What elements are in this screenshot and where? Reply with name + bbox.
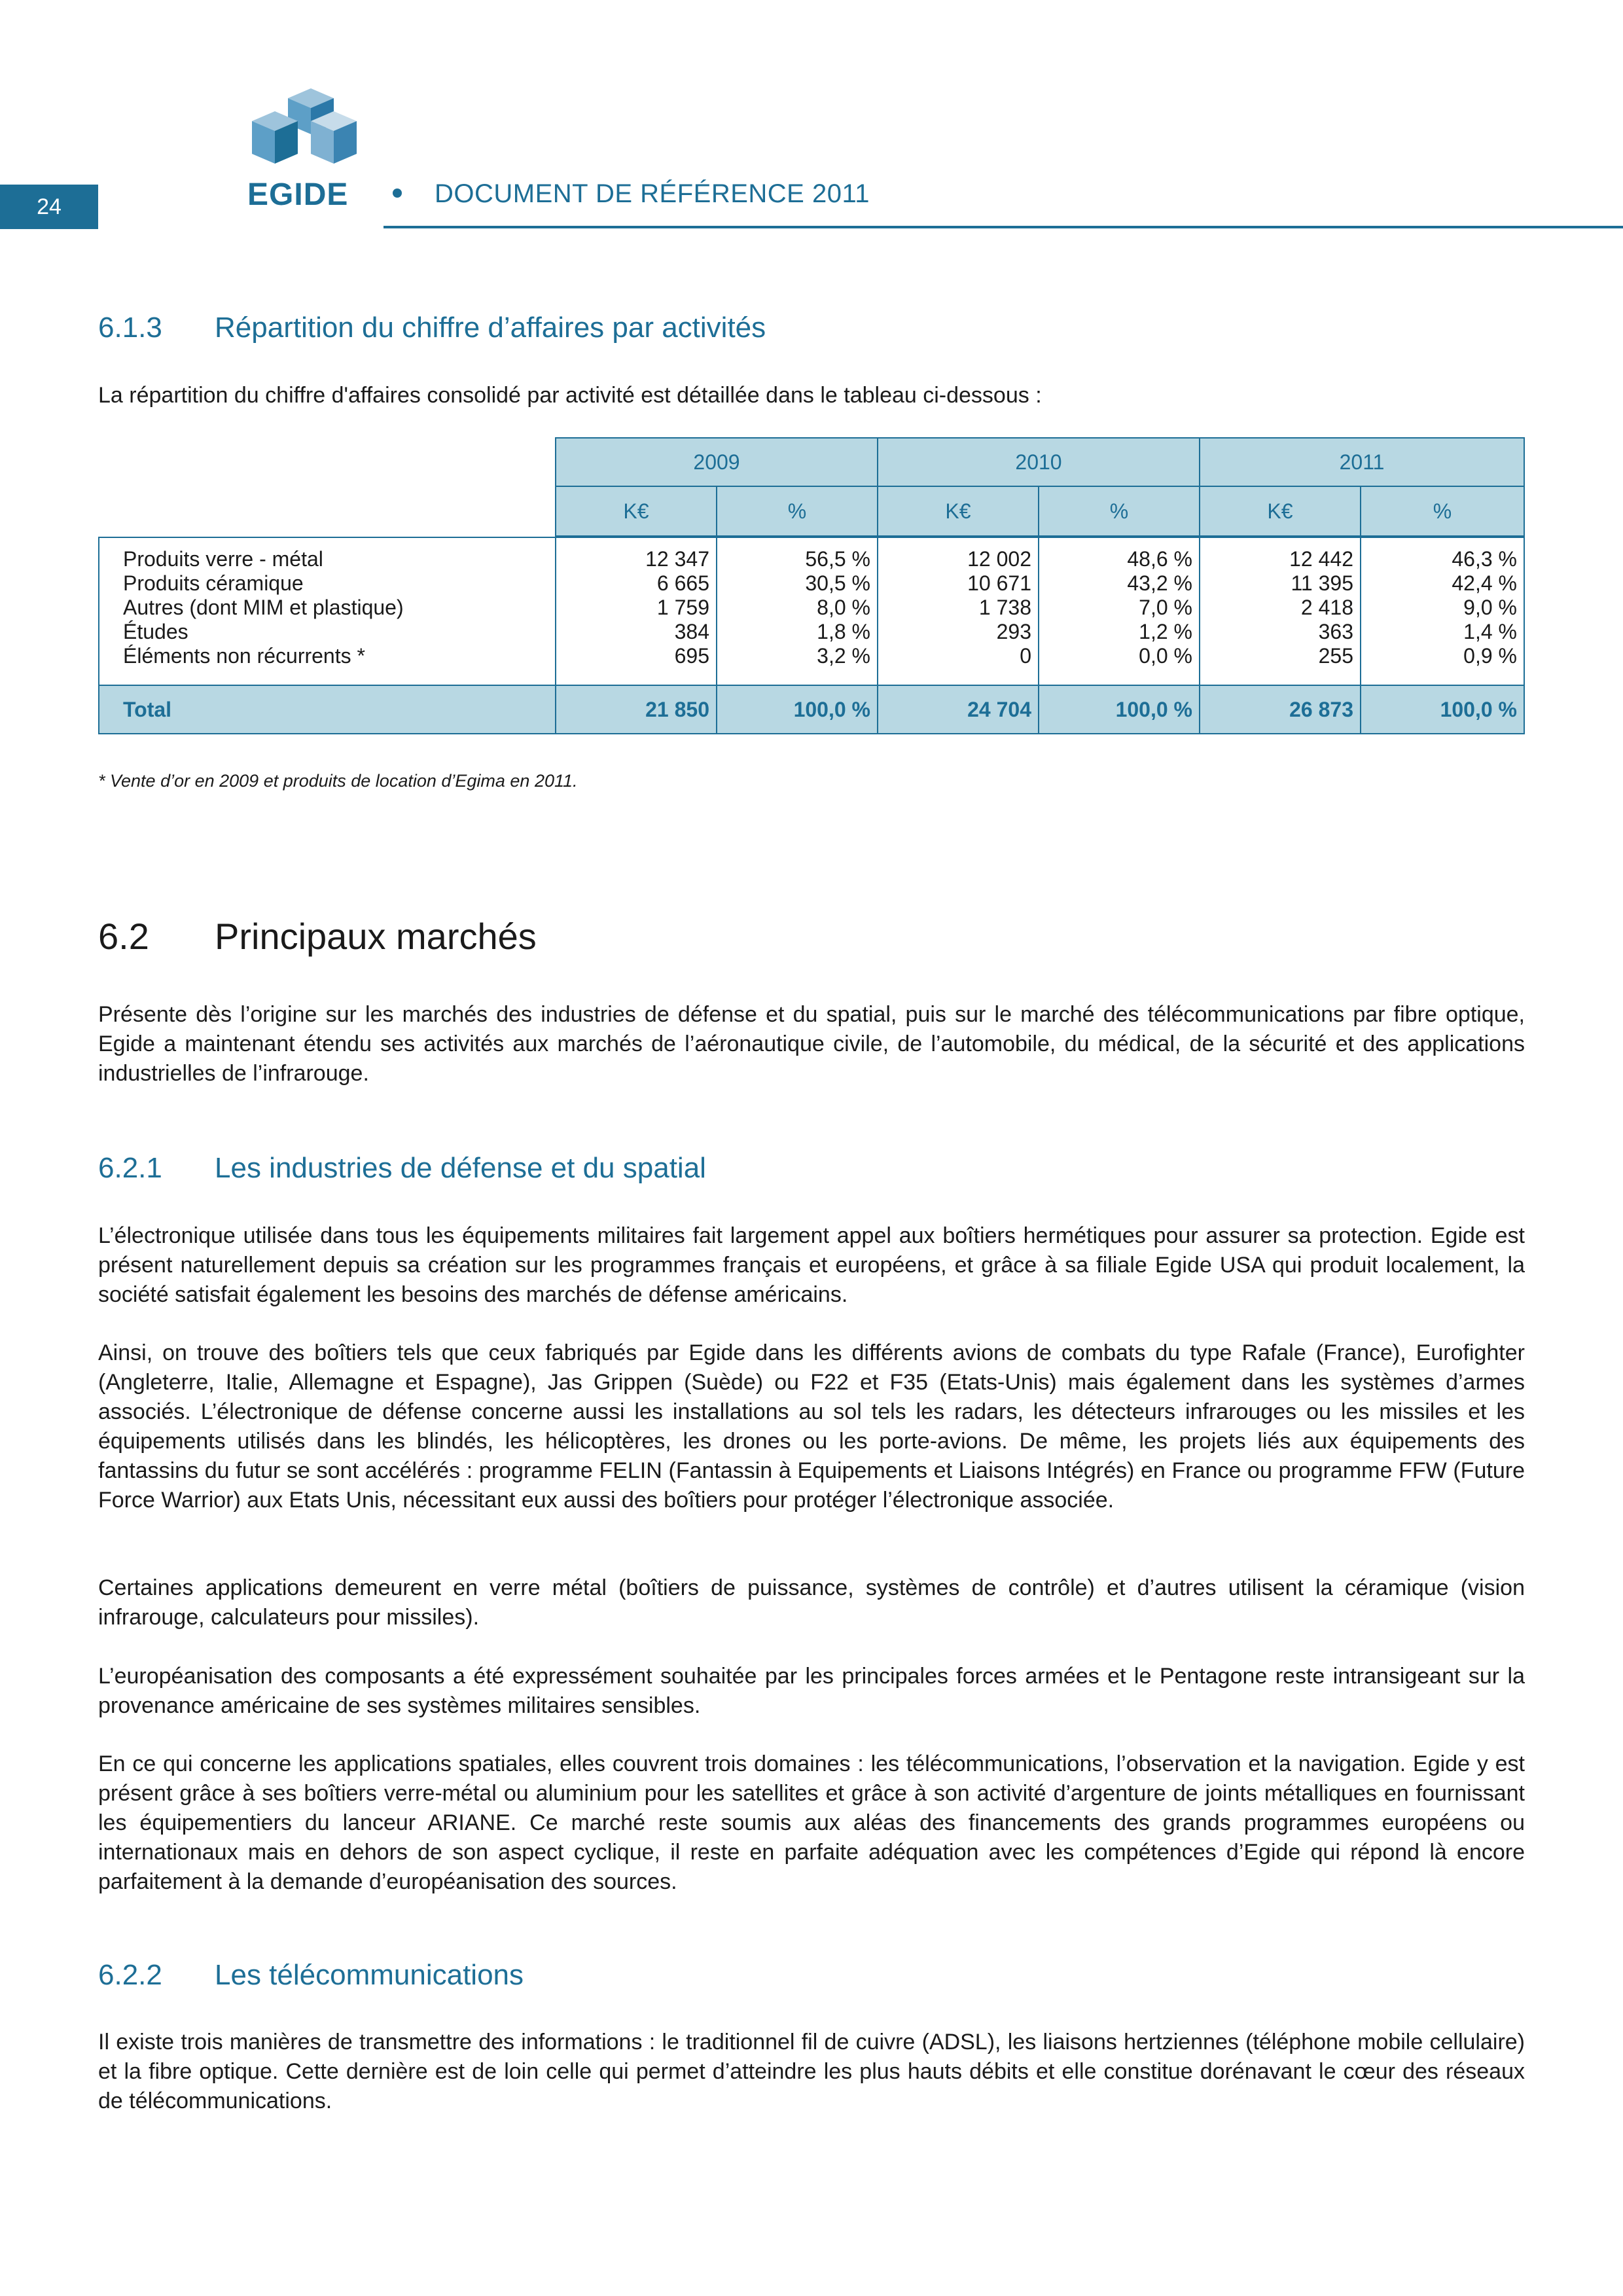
table-cell: 1 738 [978,596,1031,619]
total-label: Total [123,698,172,721]
table-cell: 56,5 % [805,547,870,571]
table-cell: 255 [1318,644,1353,668]
subheader-pct: % [1360,486,1525,537]
paragraph: En ce qui concerne les applications spatiales, elles couvrent trois domaines : les télécommunications, l’observation et la navigation. Egide y est présent grâce à ses boîtiers verre-métal ou aluminium pour les satellites et grâce à son activité d’argenture de joints métalliques en fournissant les équipementiers du lanceur ARIANE. Ce marché reste soumis aux aléas des financements des grands programmes européens ou internationaux mais en dehors de son aspect cyclique, il reste en parfaite adéquation avec les compétences d’Egide qui répond là encore parfaitement à la demande d’européanisation des sources. [98,1751,1525,1894]
table-cell: 384 [674,620,709,643]
document-title: DOCUMENT DE RÉFÉRENCE 2011 [435,179,870,208]
table-cell: 11 395 [1291,571,1353,595]
total-cell: 24 704 [967,698,1031,721]
table-cell: 0,0 % [1139,644,1192,668]
row-label: Produits céramique [123,571,304,595]
table-cell: 0,9 % [1463,644,1517,668]
total-cell: 100,0 % [1115,698,1192,721]
year-header-2009: 2009 [555,437,878,487]
table-cell: 1,2 % [1139,620,1192,643]
total-cell: 100,0 % [1440,698,1517,721]
total-cell: 21 850 [645,698,709,721]
header-rule [383,226,1623,228]
table-cell: 1,8 % [817,620,870,643]
table-cell: 6 665 [656,571,709,595]
table-cell: 30,5 % [805,571,870,595]
section-title: Principaux marchés [215,916,537,957]
section-title: Les télécommunications [215,1959,524,1991]
total-cell: 100,0 % [793,698,870,721]
subheader-keur: K€ [1199,486,1361,537]
paragraph: Présente dès l’origine sur les marchés des industries de défense et du spatial, puis sur le marché des télécommunications par fibre optique, Egide a maintenant étendu ses activités aux marchés de l’aéronautique civile, de l’automobile, du médical, de la sécurité et des applications industrielles de l’infrarouge. [98,1002,1525,1086]
section-number: 6.2.2 [98,1959,162,1991]
table-footnote: * Vente d’or en 2009 et produits de location d’Egima en 2011. [98,771,578,791]
table-cell: 48,6 % [1127,547,1192,571]
revenue-table [98,437,1525,734]
subheader-keur: K€ [555,486,717,537]
paragraph: Certaines applications demeurent en verre métal (boîtiers de puissance, systèmes de contrôle) et d’autres utilisent la céramique (vision infrarouge, calculateurs pour missiles). [98,1575,1525,1630]
total-cell: 26 873 [1289,698,1353,721]
table-cell: 12 002 [967,547,1031,571]
table-cell: 3,2 % [817,644,870,668]
table-cell: 43,2 % [1127,571,1192,595]
table-cell: 9,0 % [1463,596,1517,619]
row-label: Produits verre - métal [123,547,323,571]
paragraph: L’européanisation des composants a été expressément souhaitée par les principales forces armées et le Pentagone reste intransigeant sur la provenance américaine de ses systèmes militaires sensibles. [98,1664,1525,1718]
subheader-keur: K€ [877,486,1039,537]
table-cell: 7,0 % [1139,596,1192,619]
row-label: Éléments non récurrents * [123,644,365,668]
table-cell: 10 671 [967,571,1031,595]
row-label: Études [123,620,188,643]
table-cell: 363 [1318,620,1353,643]
table-cell: 695 [674,644,709,668]
brand-wordmark: EGIDE [247,177,349,212]
table-cell: 8,0 % [817,596,870,619]
page-number: 24 [0,185,98,229]
table-cell: 12 347 [645,547,709,571]
year-header-2011: 2011 [1199,437,1525,487]
section-number: 6.2.1 [98,1152,162,1184]
paragraph: Ainsi, on trouve des boîtiers tels que ceux fabriqués par Egide dans les différents avions de combats du type Rafale (France), Eurofighter (Angleterre, Italie, Allemagne et Espagne), Jas Grippen (Suède) ou F22 et F35 (Etats-Unis) mais également dans les systèmes d’armes associés. L’électronique de défense concerne aussi les installations au sol tels les radars, les détecteurs infrarouges ou les missiles et les équipements utilisés dans les blindés, les hélicoptères, les drones ou les porte-avions. De même, les projets liés aux équipements des fantassins du futur se sont accélérés : programme FELIN (Fantassin à Equipements et Liaisons Intégrés) en France ou programme FFW (Future Force Warrior) aux Etats Unis, nécessitant eux aussi des boîtiers pour protéger l’électronique associée. [98,1340,1525,1513]
table-cell: 12 442 [1289,547,1353,571]
subheader-pct: % [716,486,878,537]
table-intro: La répartition du chiffre d'affaires consolidé par activité est détaillée dans le tableau ci-dessous : [98,383,1042,408]
paragraph: Il existe trois manières de transmettre des informations : le traditionnel fil de cuivre (ADSL), les liaisons hertziennes (téléphone mobile cellulaire) et la fibre optique. Cette dernière est de loin celle qui permet d’atteindre les plus hauts débits et elle constitue dorénavant le cœur des réseaux de télécommunications. [98,2030,1525,2113]
header-bullet [393,188,402,198]
section-title: Les industries de défense et du spatial [215,1152,706,1184]
row-label: Autres (dont MIM et plastique) [123,596,404,619]
table-cell: 293 [996,620,1031,643]
table-cell: 0 [1020,644,1031,668]
subheader-pct: % [1038,486,1200,537]
section-number: 6.2 [98,916,149,957]
table-cell: 1,4 % [1463,620,1517,643]
table-cell: 42,4 % [1452,571,1517,595]
year-header-2010: 2010 [877,437,1200,487]
table-cell: 46,3 % [1452,547,1517,571]
section-title: Répartition du chiffre d’affaires par activités [215,312,766,344]
paragraph: L’électronique utilisée dans tous les équipements militaires fait largement appel aux boîtiers hermétiques pour assurer sa protection. Egide est présent naturellement depuis sa création sur les programmes français et européens, et grâce à sa filiale Egide USA qui produit localement, la société satisfait également les besoins des marchés de défense américains. [98,1223,1525,1307]
section-number: 6.1.3 [98,312,162,344]
table-cell: 1 759 [656,596,709,619]
table-cell: 2 418 [1300,596,1353,619]
